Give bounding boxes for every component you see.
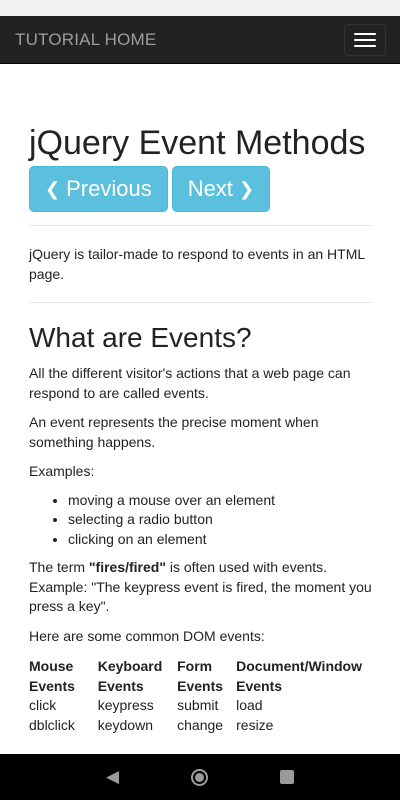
chevron-right-icon: ❯	[238, 178, 255, 199]
main-content	[0, 64, 400, 754]
navbar-brand[interactable]: TUTORIAL HOME	[15, 29, 157, 49]
table-cell: change	[177, 716, 224, 733]
next-button[interactable]	[172, 166, 270, 212]
menu-toggle-button[interactable]	[344, 24, 386, 56]
table-header: Mouse Events	[29, 658, 75, 694]
previous-label: Previous	[66, 176, 152, 201]
table-header: Document/Window Events	[236, 658, 362, 694]
table-cell: click	[29, 697, 57, 713]
status-bar	[0, 0, 400, 16]
table-row	[29, 696, 372, 716]
hamburger-menu-icon	[354, 39, 376, 41]
paragraph: Examples:	[29, 463, 95, 479]
hamburger-menu-icon	[354, 45, 376, 47]
table-header: Form Events	[177, 658, 224, 694]
intro-text: jQuery is tailor-made to respond to events in an HTML page.	[29, 246, 365, 282]
list-item: • clicking on an element	[68, 530, 372, 550]
table-cell: resize	[236, 716, 274, 733]
page-title: jQuery Event Methods	[29, 124, 366, 162]
table-cell: load	[236, 697, 263, 713]
paragraph-text: The term	[29, 559, 89, 575]
hamburger-menu-icon	[354, 33, 376, 35]
table-cell: submit	[177, 697, 219, 713]
divider	[29, 225, 372, 226]
paragraph: An event represents the precise moment when something happens.	[29, 414, 319, 450]
events-table	[29, 657, 372, 735]
paragraph-text: is often used with events. Example: "The keypress event is fired, the moment you press a key".	[29, 559, 372, 614]
list-item: • selecting a radio button	[68, 510, 372, 530]
pager	[29, 166, 372, 212]
system-navigation-bar	[0, 754, 400, 800]
recents-icon[interactable]	[280, 770, 294, 784]
paragraph: All the different visitor's actions that a web page can respond to are called events.	[29, 365, 351, 401]
chevron-left-icon: ❮	[45, 178, 61, 199]
next-label: Next	[187, 176, 233, 201]
examples-list	[68, 491, 372, 550]
back-icon[interactable]: ◀	[105, 767, 120, 786]
paragraph: Here are some common DOM events:	[29, 627, 265, 644]
table-header-row	[29, 657, 372, 696]
home-icon[interactable]	[191, 769, 208, 786]
paragraph	[29, 558, 372, 617]
table-row	[29, 716, 372, 736]
section-title: What are Events?	[29, 322, 252, 353]
divider	[29, 302, 372, 303]
top-navbar	[0, 16, 400, 64]
table-cell: dblclick	[29, 716, 75, 733]
table-header: Keyboard Events	[97, 658, 163, 694]
list-item: • moving a mouse over an element	[68, 491, 372, 511]
table-cell: keydown	[97, 716, 153, 733]
bold-term: "fires/fired"	[88, 559, 166, 575]
previous-button[interactable]	[29, 166, 168, 212]
table-cell: keypress	[97, 697, 154, 713]
